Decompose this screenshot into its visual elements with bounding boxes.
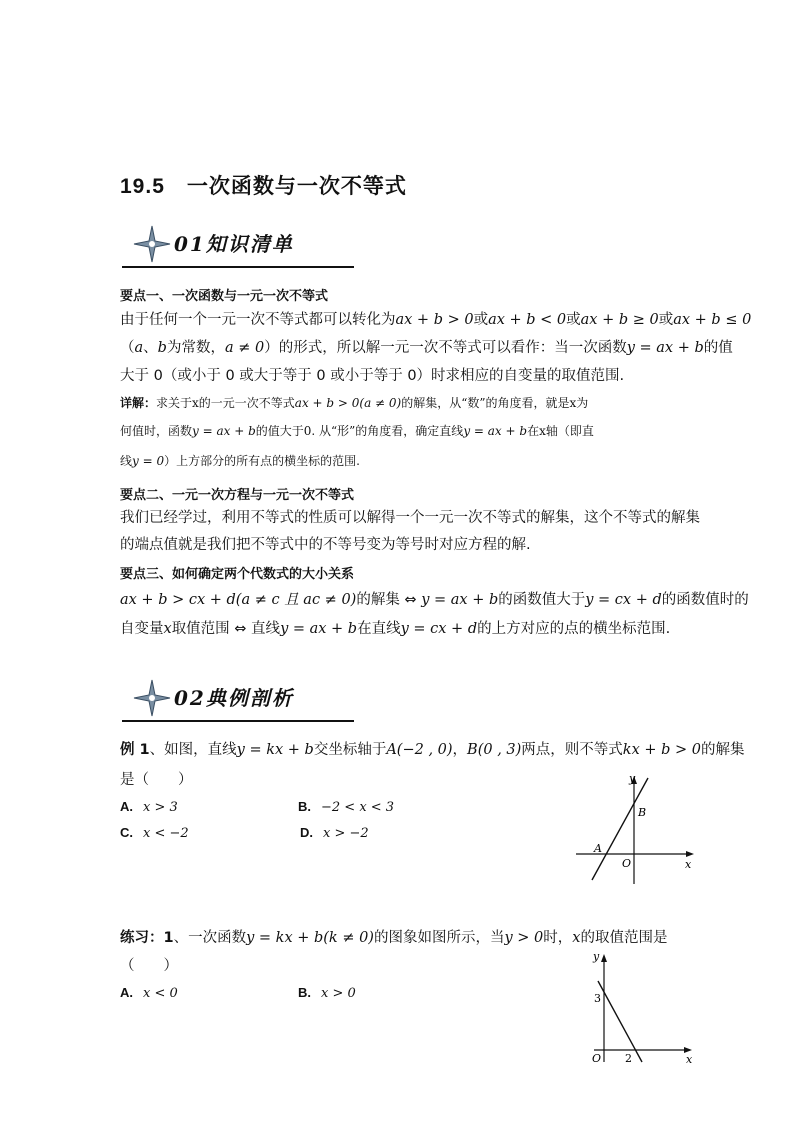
point3-line1: ax + b > cx + d(a ≠ c 且 ac ≠ 0)的解集 ⇔ y = ax + b的函数值大于y = cx + d的函数值时的 (120, 592, 749, 608)
point1-detail1: 详解：求关于x的一元一次不等式ax + b > 0(a ≠ 0)的解集，从“数”的角度看，就是x为 (120, 396, 589, 410)
practice1-question: 练习：1、一次函数y = kx + b(k ≠ 0)的图象如图所示，当y > 0时，x的取值范围是 (120, 930, 668, 946)
point2-heading: 要点二、一元一次方程与一元一次不等式 (120, 488, 355, 503)
star-icon (132, 224, 172, 264)
y-axis-arrow (601, 954, 607, 962)
y-label: y (629, 772, 636, 785)
example1-option-b[interactable]: B. −2 < x < 3 (298, 799, 395, 815)
section-title: 一次函数与一次不等式 (186, 174, 407, 198)
star-icon (132, 678, 172, 718)
banner-rule (122, 266, 354, 268)
point-a-label: A (594, 842, 602, 855)
origin-label: O (622, 857, 632, 870)
banner-label: 01知识清单 (174, 232, 294, 256)
practice1-option-b[interactable]: B. x > 0 (298, 985, 356, 1001)
point2-line2: 的端点值就是我们把不等式中的不等号变为等号时对应方程的解. (120, 537, 531, 553)
x-label: x (685, 858, 692, 871)
y-intercept-label: 3 (594, 992, 601, 1005)
example1-question: 例 1、如图，直线y = kx + b交坐标轴于A(−2 , 0)，B(0 , 3)两点，则不等式kx + b > 0的解集 (120, 742, 745, 758)
point1-line3: 大于 0（或小于 0 或大于等于 0 或小于等于 0）时求相应的自变量的取值范围. (120, 368, 625, 384)
point1-detail2: 何值时，函数y = ax + b的值大于0. 从“形”的角度看，确定直线y = ax + b在x轴（即直 (120, 424, 594, 438)
section-banner-examples (118, 676, 354, 722)
line-kx-plus-b (592, 778, 648, 880)
practice1-graph (582, 946, 700, 1066)
point-b-label: B (638, 806, 647, 819)
point1-line2: （a、b为常数，a ≠ 0）的形式，所以解一元一次不等式可以看作：当一次函数y = ax + b的值 (120, 340, 733, 356)
example1-graph (570, 768, 700, 888)
banner-label: 02典例剖析 (174, 686, 294, 710)
practice1-question-line2: （ ） (120, 958, 178, 974)
point3-heading: 要点三、如何确定两个代数式的大小关系 (120, 567, 355, 582)
point1-heading: 要点一、一次函数与一元一次不等式 (120, 289, 329, 304)
y-label: y (593, 950, 600, 963)
point3-line2: 自变量x取值范围 ⇔ 直线y = ax + b在直线y = cx + d的上方对应的点的横坐标范围. (120, 621, 671, 637)
point1-detail3: 线y = 0）上方部分的所有点的横坐标的范围. (120, 454, 360, 468)
section-number: 19.5 (120, 175, 165, 198)
example1-option-a[interactable]: A. x > 3 (120, 799, 178, 815)
x-label: x (686, 1053, 693, 1066)
origin-label: O (592, 1052, 602, 1065)
banner-rule (122, 720, 354, 722)
practice1-option-a[interactable]: A. x < 0 (120, 985, 178, 1001)
x-axis-arrow (686, 851, 694, 857)
section-banner-knowledge (118, 222, 354, 268)
example1-option-c[interactable]: C. x < −2 (120, 825, 189, 841)
x-intercept-label: 2 (625, 1052, 632, 1065)
point1-line1: 由于任何一个一元一次不等式都可以转化为ax + b > 0或ax + b < 0或ax + b ≥ 0或ax + b ≤ 0 (120, 312, 752, 328)
page-title (120, 170, 407, 200)
example1-option-d[interactable]: D. x > −2 (300, 825, 369, 841)
point2-line1: 我们已经学过，利用不等式的性质可以解得一个一元一次不等式的解集，这个不等式的解集 (120, 510, 700, 526)
example1-question-line2: 是（ ） (120, 772, 193, 788)
